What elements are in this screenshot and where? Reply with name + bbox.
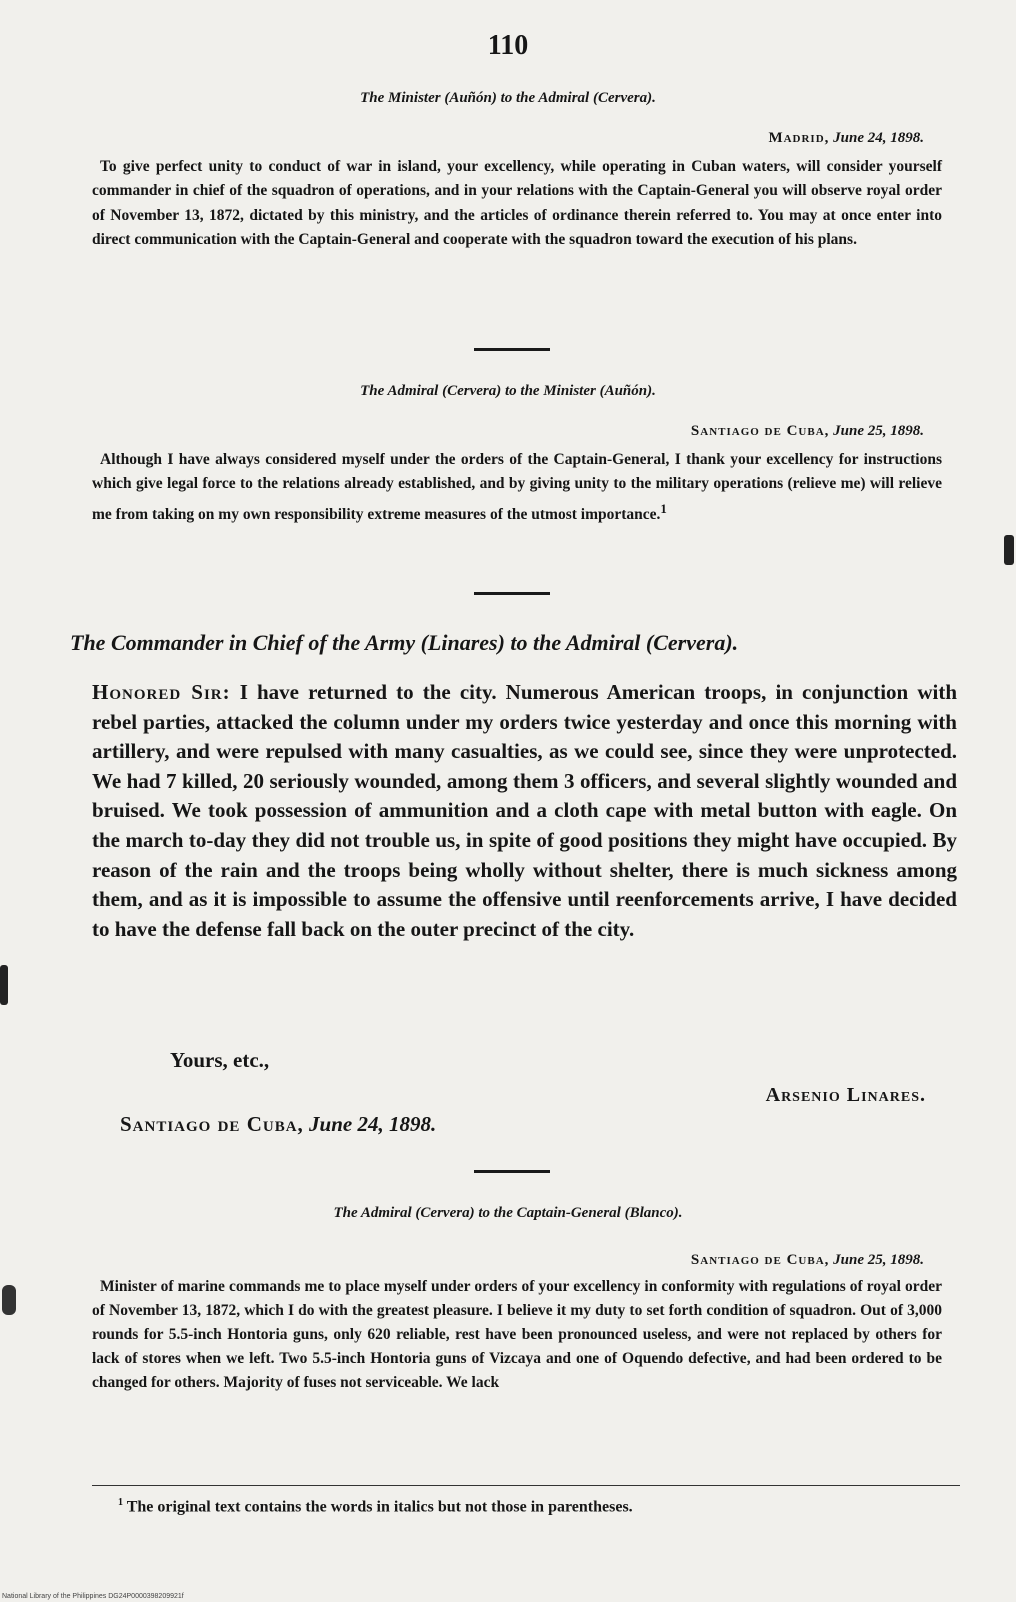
section1-date: June 24, 1898. <box>833 130 924 146</box>
section3-body-text: I have returned to the city. Numerous American troops, in conjunction with rebel parties, attacked the column under my orders twice yesterday and once this morning with artillery, and were repulsed with many casualties, as we could see, since they were unprotected. We had 7 killed, 20 seriously wounded, among them 3 officers, and several slightly wounded and bruised. We took possession of ammunition and a cloth cape with metal button with eagle. On the march to-day they did not trouble us, in spite of good positions they might have occupied. By reason of the rain and the troops being wholly without shelter, there is much sickness among them, and as it is impossible to assume the offensive until reenforcements arrive, I have decided to have the defense fall back on the outer precinct of the city. <box>92 680 958 941</box>
section4-place: Santiago de Cuba, <box>690 1252 830 1268</box>
section3-heading: The Commander in Chief of the Army (Linares) to the Admiral (Cervera). <box>70 630 739 655</box>
footnote-rule <box>92 1485 960 1486</box>
section3-date: June 24, 1898. <box>309 1112 437 1136</box>
section1-place: Madrid, <box>768 130 830 146</box>
scan-artifact <box>2 1285 16 1315</box>
divider-rule <box>474 348 550 351</box>
signature: Arsenio Linares. <box>765 1084 926 1106</box>
divider-rule <box>474 1170 550 1173</box>
scan-artifact <box>0 965 8 1005</box>
section1-body: To give perfect unity to conduct of war in island, your excellency, while operating in Cuban waters, will consider yourself commander in chief of the squadron of operations, and in your relations with the Captain-General you will observe royal order of November 13, 1872, dictated by this ministry, and the articles of ordinance therein referred to. You may at once enter into direct communication with the Captain-General and cooperate with the squadron toward the execution of his plans. <box>92 158 942 248</box>
section4-heading: The Admiral (Cervera) to the Captain-General (Blanco). <box>333 1205 683 1221</box>
footnote-text: The original text contains the words in italics but not those in parentheses. <box>126 1498 633 1516</box>
scan-artifact <box>1004 535 1014 565</box>
section3-dateline <box>120 1112 436 1137</box>
salutation: Honored Sir: <box>92 680 231 704</box>
section2-dateline <box>691 423 924 440</box>
section2-date: June 25, 1898. <box>833 423 924 439</box>
footnote-marker: 1 <box>660 500 667 516</box>
section1-heading: The Minister (Auñón) to the Admiral (Cervera). <box>360 90 656 106</box>
section3-place: Santiago de Cuba, <box>120 1112 304 1136</box>
section4-date: June 25, 1898. <box>833 1252 924 1268</box>
section4-body: Minister of marine commands me to place myself under orders of your excellency in conformity with regulations of royal order of November 13, 1872, which I do with the greatest pleasure. I believe it my duty to set forth condition of squadron. Out of 3,000 rounds for 5.5-inch Hontoria guns, only 620 reliable, rest have been pronounced useless, and were not replaced by others for lack of stores when we left. Two 5.5-inch Hontoria guns of Vizcaya and one of Oquendo defective, and had been ordered to be changed for others. Majority of fuses not serviceable. We lack <box>92 1278 942 1391</box>
footnote-number: 1 <box>118 1497 123 1508</box>
section2-body-text: Although I have always considered myself under the orders of the Captain-General, I thank your excellency for instructions which give legal force to the relations already established, and by giving unity to the military operations (relieve me) will relieve me from taking on my own responsibility extreme measures of the utmost importance. <box>92 451 942 523</box>
section2-body <box>92 448 942 527</box>
divider-rule <box>474 592 550 595</box>
section3-body <box>92 678 957 944</box>
footnote <box>118 1497 633 1516</box>
section2-heading: The Admiral (Cervera) to the Minister (Auñón). <box>360 383 656 399</box>
section2-place: Santiago de Cuba, <box>690 423 830 439</box>
page-number: 110 <box>487 30 529 61</box>
scan-credit: National Library of the Philippines DG24P0000398209921f <box>2 1593 184 1600</box>
section1-dateline <box>768 130 924 147</box>
closing: Yours, etc., <box>170 1048 270 1072</box>
section4-dateline <box>691 1252 924 1269</box>
